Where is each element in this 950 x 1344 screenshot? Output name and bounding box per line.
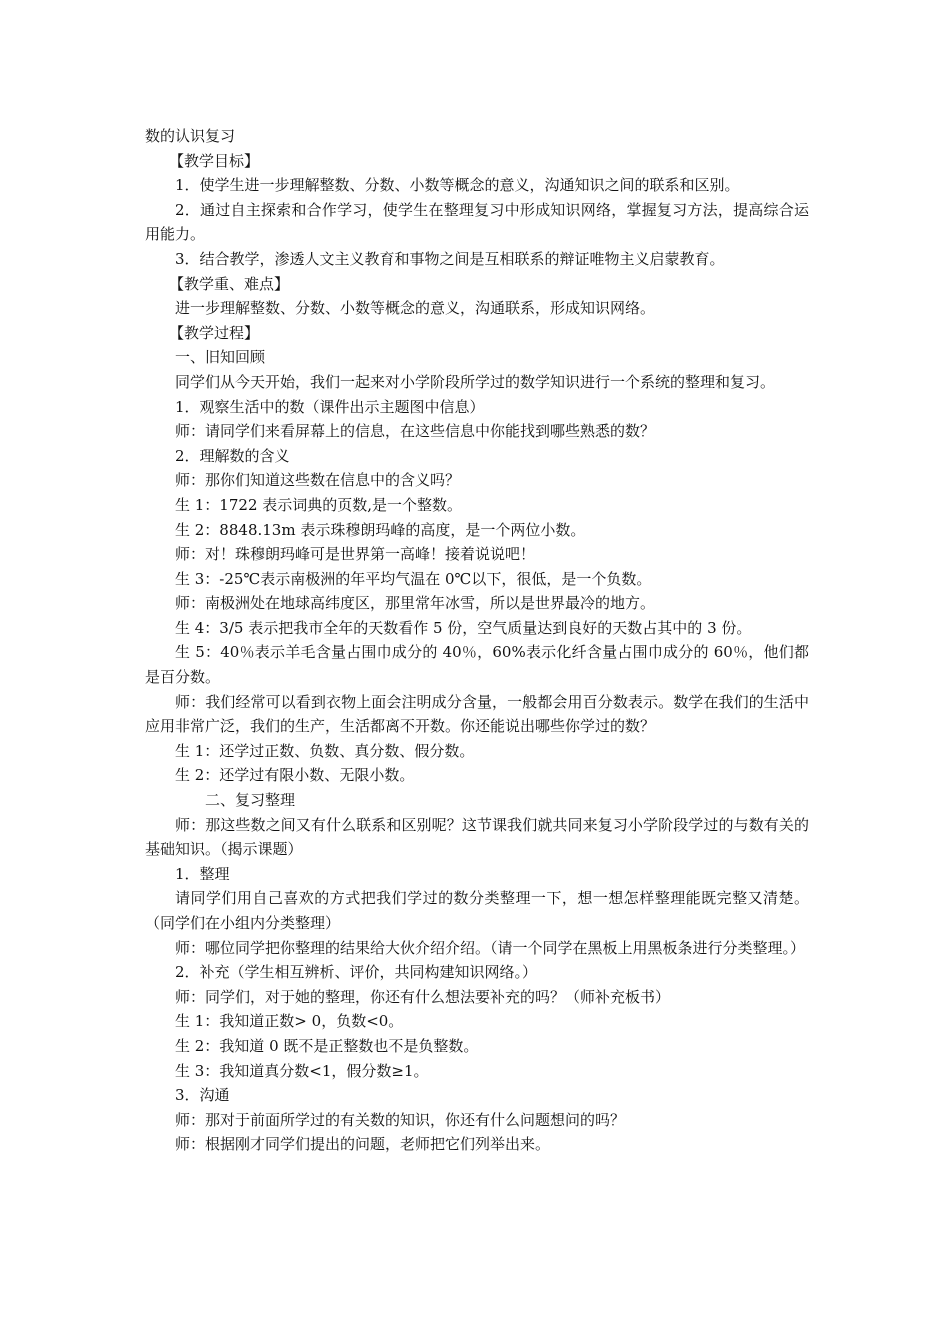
paragraph: 师：那这些数之间又有什么联系和区别呢？这节课我们就共同来复习小学阶段学过的与数有关的基础知识。（揭示课题）	[145, 815, 809, 859]
paragraph: 进一步理解整数、分数、小数等概念的意义，沟通联系，形成知识网络。	[175, 299, 656, 318]
paragraph: 同学们从今天开始，我们一起来对小学阶段所学过的数学知识进行一个系统的整理和复习。	[175, 372, 776, 391]
paragraph: 3．结合教学，渗透人文主义教育和事物之间是互相联系的辩证唯物主义启蒙教育。	[175, 249, 725, 268]
paragraph: 请同学们用自己喜欢的方式把我们学过的数分类整理一下，想一想怎样整理能既完整又清楚。（同学们在小组内分类整理）	[145, 889, 809, 932]
paragraph: 生 5：40％表示羊毛含量占围巾成分的 40％，60%表示化纤含量占围巾成分的 60％，他们都是百分数。	[145, 643, 809, 687]
paragraph: 生 4：3/5 表示把我市全年的天数看作 5 份，空气质量达到良好的天数占其中的 3 份。	[175, 618, 752, 637]
paragraph: 师：哪位同学把你整理的结果给大伙介绍介绍。（请一个同学在黑板上用黑板条进行分类整理。）	[175, 938, 806, 957]
paragraph: 一、旧知回顾	[175, 348, 266, 367]
paragraph: 师：对！珠穆朗玛峰可是世界第一高峰！接着说说吧！	[175, 545, 536, 564]
paragraph: 师：根据刚才同学们提出的问题，老师把它们列举出来。	[175, 1135, 551, 1154]
paragraph: 师：南极洲处在地球高纬度区，那里常年冰雪，所以是世界最冷的地方。	[175, 594, 656, 613]
document-body	[145, 149, 809, 1157]
paragraph: 【教学过程】	[169, 323, 260, 342]
paragraph: 师：我们经常可以看到衣物上面会注明成分含量，一般都会用百分数表示。数学在我们的生活中应用非常广泛，我们的生产，生活都离不开数。你还能说出哪些你学过的数？	[145, 692, 809, 736]
paragraph: 【教学重、难点】	[169, 274, 290, 293]
paragraph: 师：同学们，对于她的整理，你还有什么想法要补充的吗？（师补充板书）	[175, 987, 671, 1006]
paragraph: 生 1：我知道正数> 0，负数<0。	[175, 1012, 404, 1031]
paragraph: 1．整理	[175, 864, 230, 883]
document-title: 数的认识复习	[145, 127, 236, 145]
paragraph: 生 1：1722 表示词典的页数,是一个整数。	[175, 495, 463, 514]
paragraph: 生 3：我知道真分数<1，假分数≥1。	[175, 1061, 429, 1080]
paragraph: 2．补充（学生相互辨析、评价，共同构建知识网络。）	[175, 963, 538, 982]
paragraph: 2．理解数的含义	[175, 446, 290, 465]
paragraph: 1．观察生活中的数（课件出示主题图中信息）	[175, 397, 485, 416]
paragraph: 3．沟通	[175, 1086, 230, 1105]
document-page	[145, 124, 809, 1157]
paragraph: 生 2：我知道 0 既不是正整数也不是负整数。	[175, 1036, 479, 1055]
paragraph: 师：请同学们来看屏幕上的信息，在这些信息中你能找到哪些熟悉的数？	[175, 422, 656, 441]
paragraph: 【教学目标】	[169, 151, 260, 170]
paragraph: 师：那你们知道这些数在信息中的含义吗？	[175, 471, 461, 490]
paragraph: 生 1：还学过正数、负数、真分数、假分数。	[175, 741, 475, 760]
paragraph: 生 2：8848.13m 表示珠穆朗玛峰的高度，是一个两位小数。	[175, 520, 586, 539]
paragraph: 生 3：-25℃表示南极洲的年平均气温在 0℃以下，很低，是一个负数。	[175, 569, 652, 588]
paragraph: 二、复习整理	[205, 791, 296, 810]
paragraph: 1．使学生进一步理解整数、分数、小数等概念的意义，沟通知识之间的联系和区别。	[175, 176, 740, 195]
paragraph: 师：那对于前面所学过的有关数的知识，你还有什么问题想问的吗？	[175, 1110, 626, 1129]
paragraph: 生 2：还学过有限小数、无限小数。	[175, 766, 415, 785]
paragraph: 2．通过自主探索和合作学习，使学生在整理复习中形成知识网络，掌握复习方法，提高综合运用能力。	[145, 200, 809, 244]
